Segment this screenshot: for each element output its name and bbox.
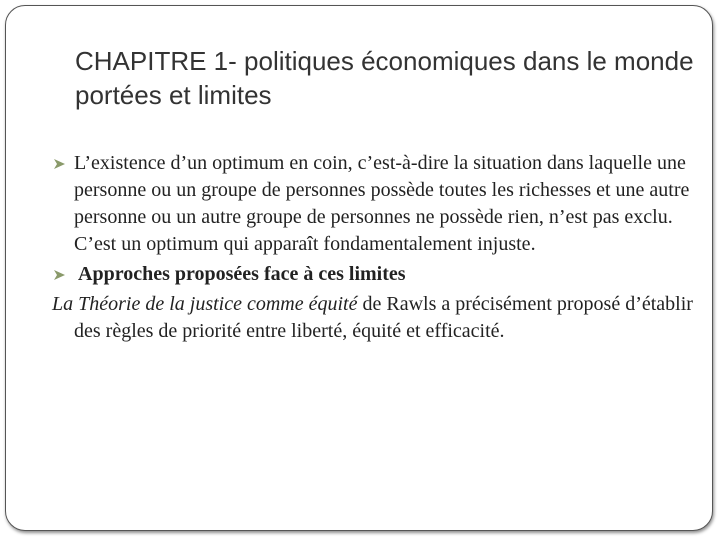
bullet-paragraph-optimum: [52, 150, 702, 258]
bullet-icon: [52, 267, 68, 283]
approaches-heading: Approches proposées face à ces limites: [78, 263, 406, 285]
bullet-icon: [52, 156, 68, 172]
rawls-text: de Rawls a précisément proposé d’établir des règles de priorité entre liberté, équité et efficacité.: [74, 293, 693, 342]
paragraph-text: L’existence d’un optimum en coin, c’est-à-dire la situation dans laquelle une personne ou un groupe de personnes possède toutes les richesses et une autre personne ou un autre groupe de personnes ne possède rien, n’est pas exclu. C’est un optimum qui apparaît fondamentalement injuste.: [74, 152, 690, 255]
rawls-paragraph: [52, 291, 702, 345]
slide-body: [52, 150, 702, 345]
bullet-paragraph-approaches: [52, 261, 702, 288]
slide-title: CHAPITRE 1- politiques économiques dans le monde portées et limites: [75, 46, 694, 110]
rawls-book-title: La Théorie de la justice comme équité: [52, 293, 358, 315]
